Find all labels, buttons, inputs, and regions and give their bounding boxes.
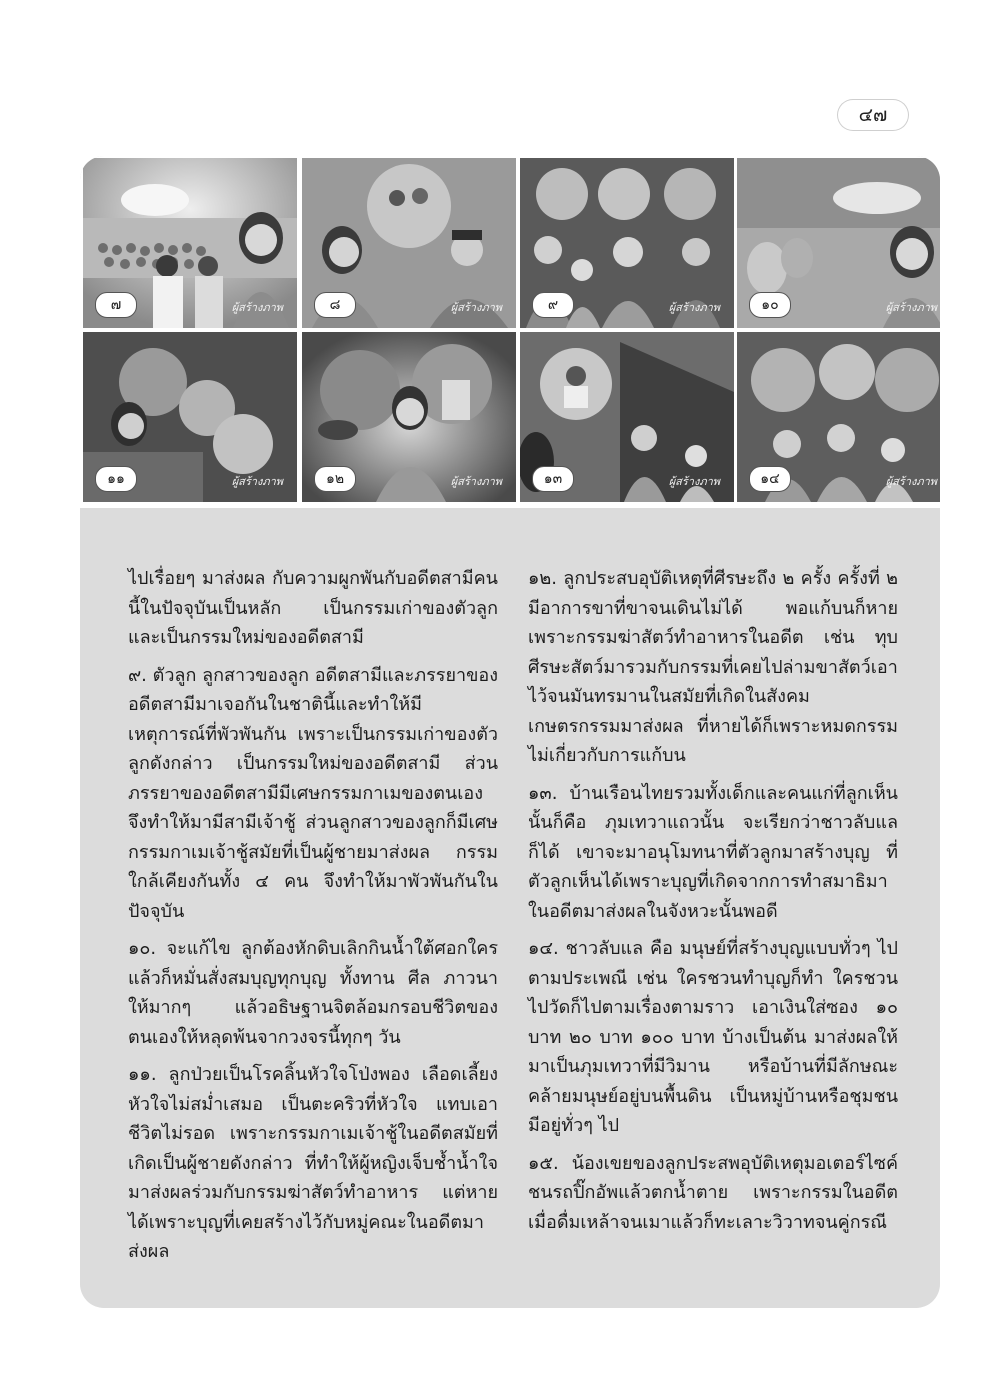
- photo-10: [737, 158, 940, 328]
- left-paragraph: ๑๐. จะแก้ไข ลูกต้องหักดิบเลิกกินน้ำใต้ศอกใคร แล้วก็หมั่นสั่งสมบุญทุกบุญ ทั้งทาน ศีล ภาวนา ให้มากๆ แล้วอธิษฐานจิตล้อมกรอบชีวิตของตนเองให้หลุดพ้นจากวงจรนี้ทุกๆ วัน: [128, 938, 498, 1048]
- photo-13-badge: ๑๓: [532, 466, 574, 492]
- photo-7-signature: ผู้สร้างภาพ: [231, 301, 283, 314]
- photo-8-signature: ผู้สร้างภาพ: [450, 301, 502, 314]
- photo-grid: [80, 156, 940, 508]
- left-paragraph: ๙. ตัวลูก ลูกสาวของลูก อดีตสามีและภรรยาของอดีตสามีมาเจอกันในชาตินี้และทำให้มีเหตุการณ์ที่พัวพันกัน เพราะเป็นกรรมเก่าของตัวลูกดังกล่าว เป็นกรรมใหม่ของอดีตสามี ส่วนภรรยาของอดีตสามีมีเศษกรรมกาเมของตนเอง จึงทำให้มามีสามีเจ้าชู้ ส่วนลูกสาวของลูกก็มีเศษกรรมกาเมเจ้าชู้สมัยที่เป็นผู้ชายมาส่งผล กรรมใกล้เคียงกันทั้ง ๔ คน จึงทำให้มาพัวพันกันในปัจจุบัน: [128, 664, 498, 922]
- photo-9-badge: ๙: [532, 292, 574, 318]
- photo-8-badge: ๘: [314, 292, 356, 318]
- photo-10-signature: ผู้สร้างภาพ: [885, 301, 937, 314]
- photo-12-badge: ๑๒: [314, 466, 356, 492]
- photo-13: [520, 332, 734, 502]
- photo-14: [737, 332, 940, 502]
- photo-11-signature: ผู้สร้างภาพ: [231, 475, 283, 488]
- photo-13-signature: ผู้สร้างภาพ: [668, 475, 720, 488]
- photo-14-badge: ๑๔: [749, 466, 791, 492]
- content-panel: [80, 156, 940, 1308]
- photo-12-signature: ผู้สร้างภาพ: [450, 475, 502, 488]
- right-paragraph: ๑๓. บ้านเรือนไทยรวมทั้งเด็กและคนแก่ที่ลูกเห็นนั้นก็คือ ภุมเทวาแถวนั้น จะเรียกว่าชาวลับแลก็ได้ เขาจะมาอนุโมทนาที่ตัวลูกมาสร้างบุญ ที่ตัวลูกเห็นได้เพราะบุญที่เกิดจากการทำสมาธิมาในอดีตมาส่งผลในจังหวะนั้นพอดี: [528, 782, 898, 922]
- photo-11-badge: ๑๑: [95, 466, 137, 492]
- right-column: [528, 564, 898, 1245]
- page-number: ๔๗: [838, 100, 908, 130]
- photo-9: [520, 158, 734, 328]
- right-paragraph: ๑๒. ลูกประสบอุบัติเหตุที่ศีรษะถึง ๒ ครั้ง ครั้งที่ ๒ มีอาการขาที่ขาจนเดินไม่ได้ พอแก้บนก็หาย เพราะกรรมฆ่าสัตว์ทำอาหารในอดีต เช่น ทุบศีรษะสัตว์มารวมกับกรรมที่เคยไปล่ามขาสัตว์เอาไว้จนมันทรมานในสมัยที่เกิดในสังคมเกษตรกรรมมาส่งผล ที่หายได้ก็เพราะหมดกรรม ไม่เกี่ยวกับการแก้บน: [528, 568, 898, 766]
- photo-7: [83, 158, 297, 328]
- right-paragraph: ๑๕. น้องเขยของลูกประสพอุบัติเหตุมอเตอร์ไซค์ชนรถปิ๊กอัพแล้วตกน้ำตาย เพราะกรรมในอดีต เมื่อดื่มเหล้าจนเมาแล้วก็ทะเลาะวิวาทจนคู่กรณี: [528, 1152, 898, 1233]
- photo-9-signature: ผู้สร้างภาพ: [668, 301, 720, 314]
- photo-11: [83, 332, 297, 502]
- photo-14-signature: ผู้สร้างภาพ: [885, 475, 937, 488]
- left-column: [128, 564, 498, 1275]
- photo-12: [302, 332, 516, 502]
- photo-7-badge: ๗: [95, 292, 137, 318]
- left-paragraph: ไปเรื่อยๆ มาส่งผล กับความผูกพันกับอดีตสามีคนนี้ในปัจจุบันเป็นหลัก เป็นกรรมเก่าของตัวลูก และเป็นกรรมใหม่ของอดีตสามี: [128, 568, 498, 648]
- right-paragraph: ๑๔. ชาวลับแล คือ มนุษย์ที่สร้างบุญแบบทั่วๆ ไป ตามประเพณี เช่น ใครชวนทำบุญก็ทำ ใครชวนไปวัดก็ไปตามเรื่องตามราว เอาเงินใส่ซอง ๑๐ บาท ๒๐ บาท ๑๐๐ บาท บ้างเป็นต้น มาส่งผลให้มาเป็นภุมเทวาที่มีวิมาน หรือบ้านที่มีลักษณะคล้ายมนุษย์อยู่บนพื้นดิน เป็นหมู่บ้านหรือชุมชน มีอยู่ทั่วๆ ไป: [528, 938, 898, 1136]
- photo-8: [302, 158, 516, 328]
- left-paragraph: ๑๑. ลูกป่วยเป็นโรคลิ้นหัวใจโป่งพอง เลือดเลี้ยงหัวใจไม่สม่ำเสมอ เป็นตะคริวที่หัวใจ แทบเอาชีวิตไม่รอด เพราะกรรมกาเมเจ้าชู้ในอดีตสมัยที่เกิดเป็นผู้ชายดังกล่าว ที่ทำให้ผู้หญิงเจ็บช้ำน้ำใจมาส่งผลร่วมกับกรรมฆ่าสัตว์ทำอาหาร แต่หายได้เพราะบุญที่เคยสร้างไว้กับหมู่คณะในอดีตมาส่งผล: [128, 1064, 498, 1262]
- photo-10-badge: ๑๐: [749, 292, 791, 318]
